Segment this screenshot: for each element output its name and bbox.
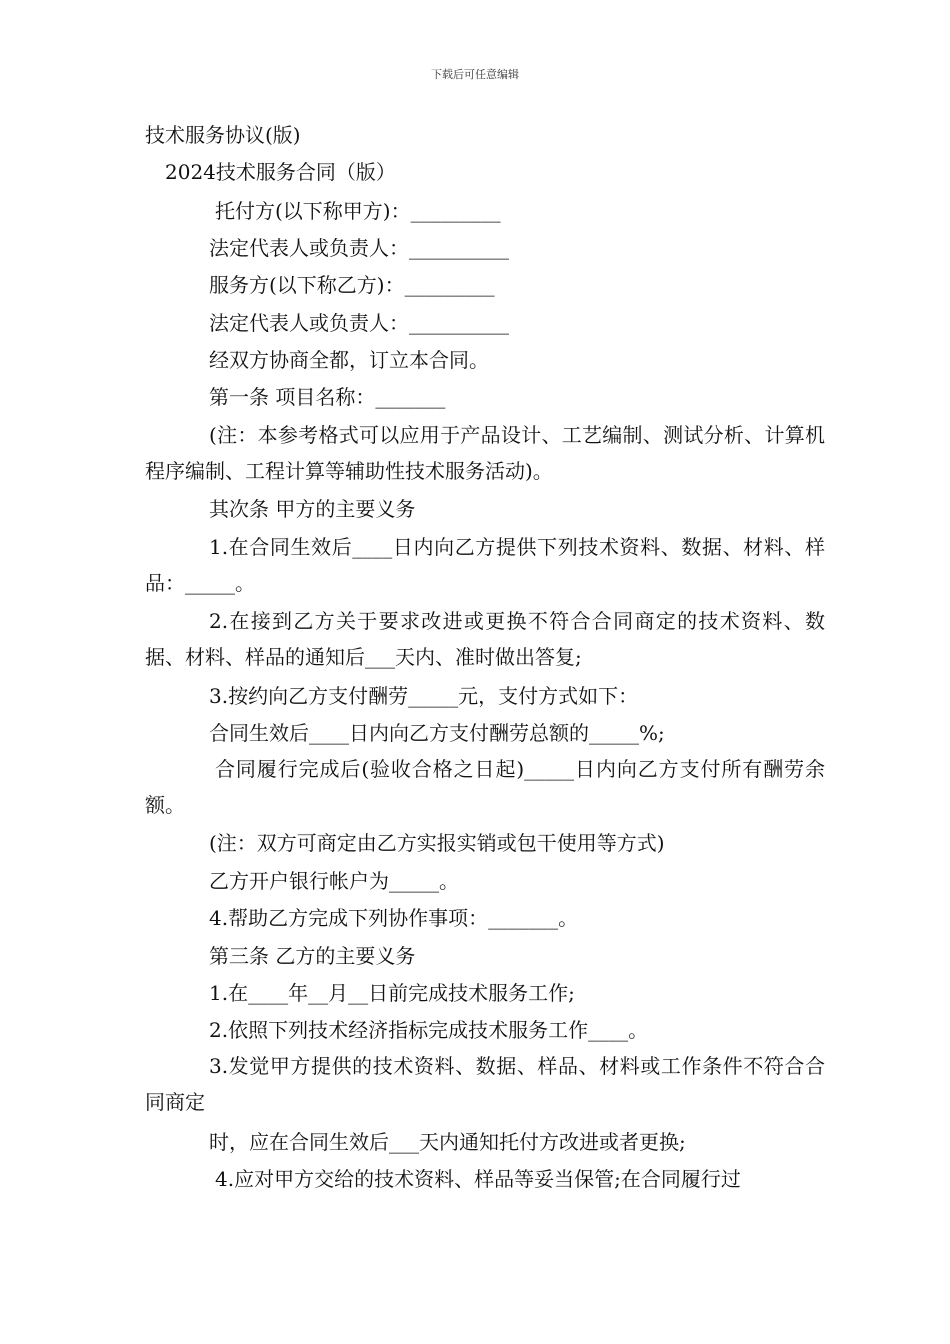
bank-account-line: 乙方开户银行帐户为_____。 [209, 869, 459, 893]
client-representative-line: 法定代表人或负责人：__________ [209, 236, 509, 260]
payment-line-1: 合同生效后____日内向乙方支付酬劳总额的_____%; [209, 721, 665, 745]
article-2-item-3: 3.按约向乙方支付酬劳_____元，支付方式如下： [209, 684, 639, 708]
client-line: 托付方(以下称甲方)：_________ [215, 199, 501, 223]
article-3-item-1: 1.在____年__月__日前完成技术服务工作; [209, 981, 575, 1005]
article-3-item-3: 3.发觉甲方提供的技术资料、数据、样品、材料或工作条件不符合合同商定 [145, 1054, 825, 1114]
note-paragraph-1: (注：本参考格式可以应用于产品设计、工艺编制、测试分析、计算机程序编制、工程计算等辅助性技术服务活动)。 [145, 423, 825, 483]
payment-line-2: 合同履行完成后(验收合格之日起)_____日内向乙方支付所有酬劳余额。 [145, 757, 825, 817]
article-1-heading: 第一条 项目名称：_______ [209, 385, 446, 409]
article-2-item-1: 1.在合同生效后____日内向乙方提供下列技术资料、数据、材料、样品：_____。 [145, 535, 825, 595]
note-paragraph-2: (注：双方可商定由乙方实报实销或包干使用等方式) [209, 831, 665, 855]
article-3-item-4: 4.应对甲方交给的技术资料、样品等妥当保管;在合同履行过 [215, 1167, 741, 1191]
header-note: 下载后可任意编辑 [431, 68, 519, 81]
document-title: 技术服务协议(版) [145, 123, 301, 147]
agreement-line: 经双方协商全都，订立本合同。 [209, 348, 489, 372]
article-2-item-4: 4.帮助乙方完成下列协作事项：_______。 [209, 906, 579, 930]
contract-title: 2024技术服务合同（版） [165, 160, 396, 184]
article-2-item-2: 2.在接到乙方关于要求改进或更换不符合合同商定的技术资料、数据、材料、样品的通知后___天内、准时做出答复; [145, 609, 825, 669]
provider-line: 服务方(以下称乙方)：_________ [209, 273, 495, 297]
article-2-heading: 其次条 甲方的主要义务 [209, 497, 416, 521]
article-3-item-2: 2.依照下列技术经济指标完成技术服务工作____。 [209, 1018, 649, 1042]
article-3-item-3-continued: 时，应在合同生效后___天内通知托付方改进或者更换; [209, 1130, 686, 1154]
article-3-heading: 第三条 乙方的主要义务 [209, 944, 416, 968]
provider-representative-line: 法定代表人或负责人：__________ [209, 311, 509, 335]
